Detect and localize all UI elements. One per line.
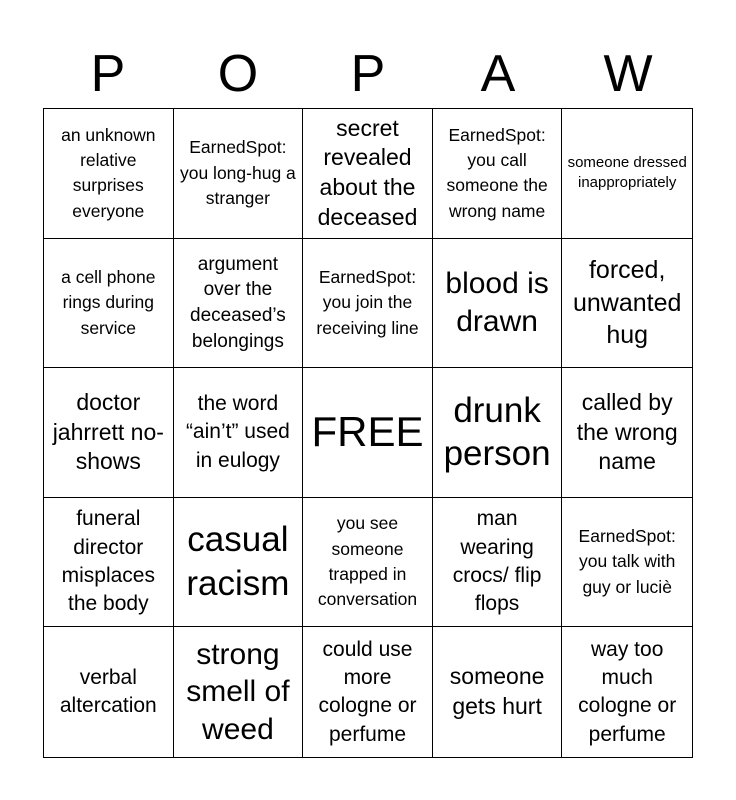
bingo-cell[interactable]: blood is drawn (433, 239, 563, 369)
bingo-cell[interactable]: drunk person (433, 368, 563, 498)
bingo-board (43, 108, 693, 758)
header-letter-4: A (480, 45, 516, 103)
bingo-cell[interactable]: EarnedSpot: you talk with guy or luciè (562, 498, 692, 628)
bingo-cell[interactable]: way too much cologne or perfume (578, 637, 677, 746)
bingo-cell[interactable]: casual racism (174, 498, 304, 628)
bingo-cell[interactable]: argument over the deceased’s belongings (174, 239, 304, 369)
bingo-cell[interactable]: EarnedSpot: you join the receiving line (303, 239, 433, 369)
free-space[interactable]: FREE (303, 368, 433, 498)
bingo-cell[interactable]: a cell phone rings during service (44, 239, 174, 369)
bingo-header (43, 40, 693, 108)
header-letter-1: P (90, 45, 126, 103)
bingo-cell[interactable]: EarnedSpot: you call someone the wrong name (433, 109, 563, 239)
bingo-cell[interactable]: could use more cologne or perfume (303, 627, 433, 757)
bingo-cell[interactable]: the word “ain’t” used in eulogy (174, 368, 304, 498)
bingo-cell[interactable]: funeral director misplaces the body (44, 498, 174, 628)
header-letter-5: W (603, 45, 653, 103)
bingo-cell[interactable]: secret revealed about the deceased (303, 109, 433, 239)
bingo-cell[interactable]: doctor jahrrett no-shows (44, 368, 174, 498)
bingo-cell[interactable]: strong smell of weed (174, 627, 304, 757)
bingo-cell[interactable]: someone gets hurt (433, 627, 563, 757)
bingo-cell[interactable]: you see someone trapped in conversation (303, 498, 433, 628)
bingo-cell[interactable]: EarnedSpot: you long-hug a stranger (174, 109, 304, 239)
bingo-cell[interactable]: someone dressed inappropriately (562, 109, 692, 239)
bingo-cell[interactable]: forced, unwanted hug (562, 239, 692, 369)
bingo-cell[interactable]: verbal altercation (44, 627, 174, 757)
header-letter-3: P (350, 45, 386, 103)
bingo-cell[interactable]: an unknown relative surprises everyone (44, 109, 174, 239)
bingo-cell[interactable]: called by the wrong name (562, 368, 692, 498)
header-letter-2: O (217, 45, 259, 103)
bingo-cell[interactable]: man wearing crocs/ flip flops (433, 498, 563, 628)
